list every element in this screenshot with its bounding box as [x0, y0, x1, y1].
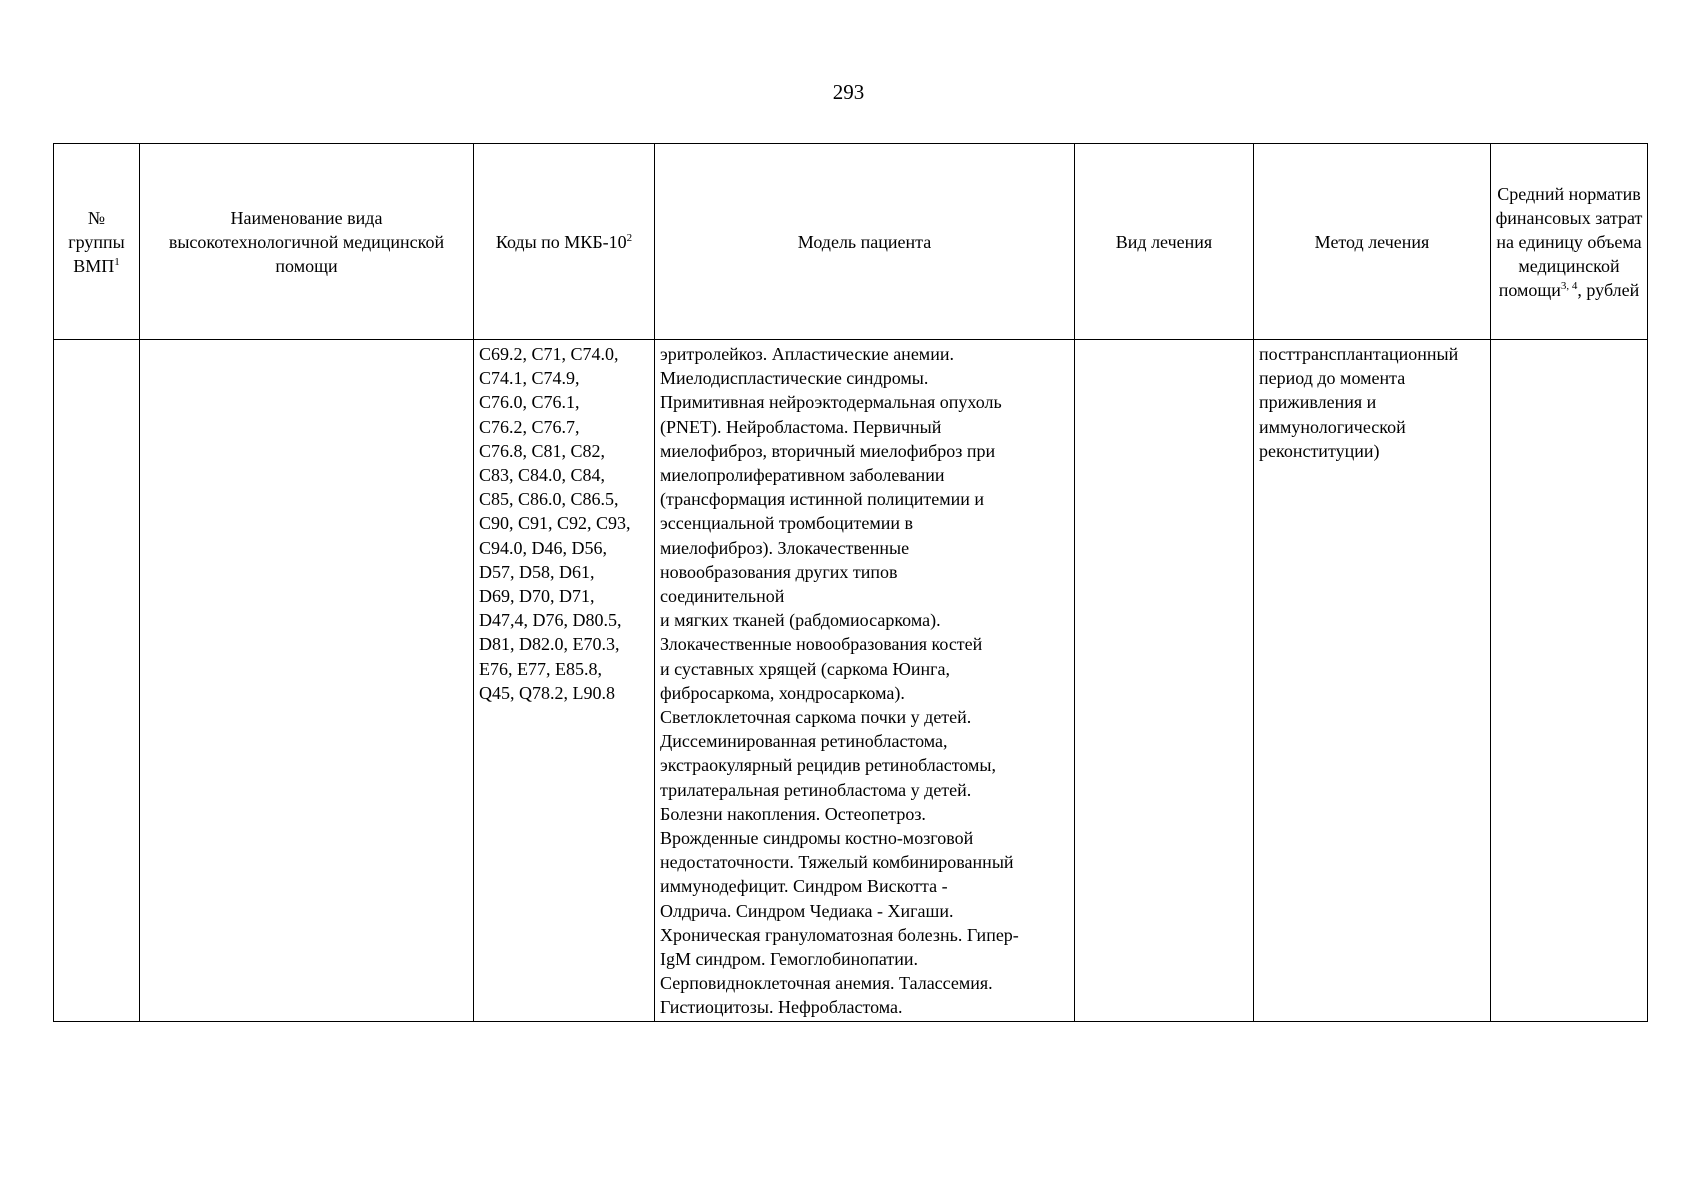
header-patient-model: Модель пациента: [655, 144, 1075, 340]
header-treatment-type: Вид лечения: [1075, 144, 1254, 340]
header-care-name: Наименование вида высокотехнологичной медицинской помощи: [140, 144, 474, 340]
header-cost-norm: Средний норматив финансовых затрат на единицу объема медицинской помощи$^{3, 4}$, рублей: [1491, 144, 1648, 340]
header-group-no: № группы ВМП$^1$: [54, 144, 140, 340]
vmp-table: [53, 143, 1648, 1022]
cell-group-no: [54, 340, 140, 1022]
cell-treatment-method: посттрансплантационный период до момента приживления и иммунологической реконституции): [1254, 340, 1491, 1022]
cell-cost-norm: [1491, 340, 1648, 1022]
table-row: [54, 340, 1648, 1022]
header-icd-codes: Коды по МКБ-$10^2$: [474, 144, 655, 340]
page-number: 293: [832, 80, 865, 104]
cell-icd-codes: C69.2, C71, C74.0, C74.1, C74.9, C76.0, C76.1, C76.2, C76.7, C76.8, C81, C82, C83, C84.0, C84, C85, C86.0, C86.5, C90, C91, C92, C93, C94.0, D46, D56, D57, D58, D61, D69, D70, D71, D47,4, D76, D80.5, D81, D82.0, E70.3, E76, E77, E85.8, Q45, Q78.2, L90.8: [474, 340, 655, 1022]
table-header-row: [54, 144, 1648, 340]
cell-care-name: [140, 340, 474, 1022]
cell-treatment-type: [1075, 340, 1254, 1022]
cell-patient-model: эритролейкоз. Апластические анемии. Миелодиспластические синдромы. Примитивная нейроэктодермальная опухоль (PNET). Нейробластома. Первичный миелофиброз, вторичный миелофиброз при миелопролиферативном заболевании (трансформация истинной полицитемии и эссенциальной тромбоцитемии в миелофиброз). Злокачественные новообразования других типов соединительной и мягких тканей (рабдомиосаркома). Злокачественные новообразования костей и суставных хрящей (саркома Юинга, фибросаркома, хондросаркома). Светлоклеточная саркома почки у детей. Диссеминированная ретинобластома, экстраокулярный рецидив ретинобластомы, трилатеральная ретинобластома у детей. Болезни накопления. Остеопетроз. Врожденные синдромы костно-мозговой недостаточности. Тяжелый комбинированный иммунодефицит. Синдром Вискотта - Олдрича. Синдром Чедиака - Хигаши. Хроническая грануломатозная болезнь. Гипер- IgM синдром. Гемоглобинопатии. Серповидноклеточная анемия. Талассемия. Гистиоцитозы. Нефробластома.: [655, 340, 1075, 1022]
header-treatment-method: Метод лечения: [1254, 144, 1491, 340]
